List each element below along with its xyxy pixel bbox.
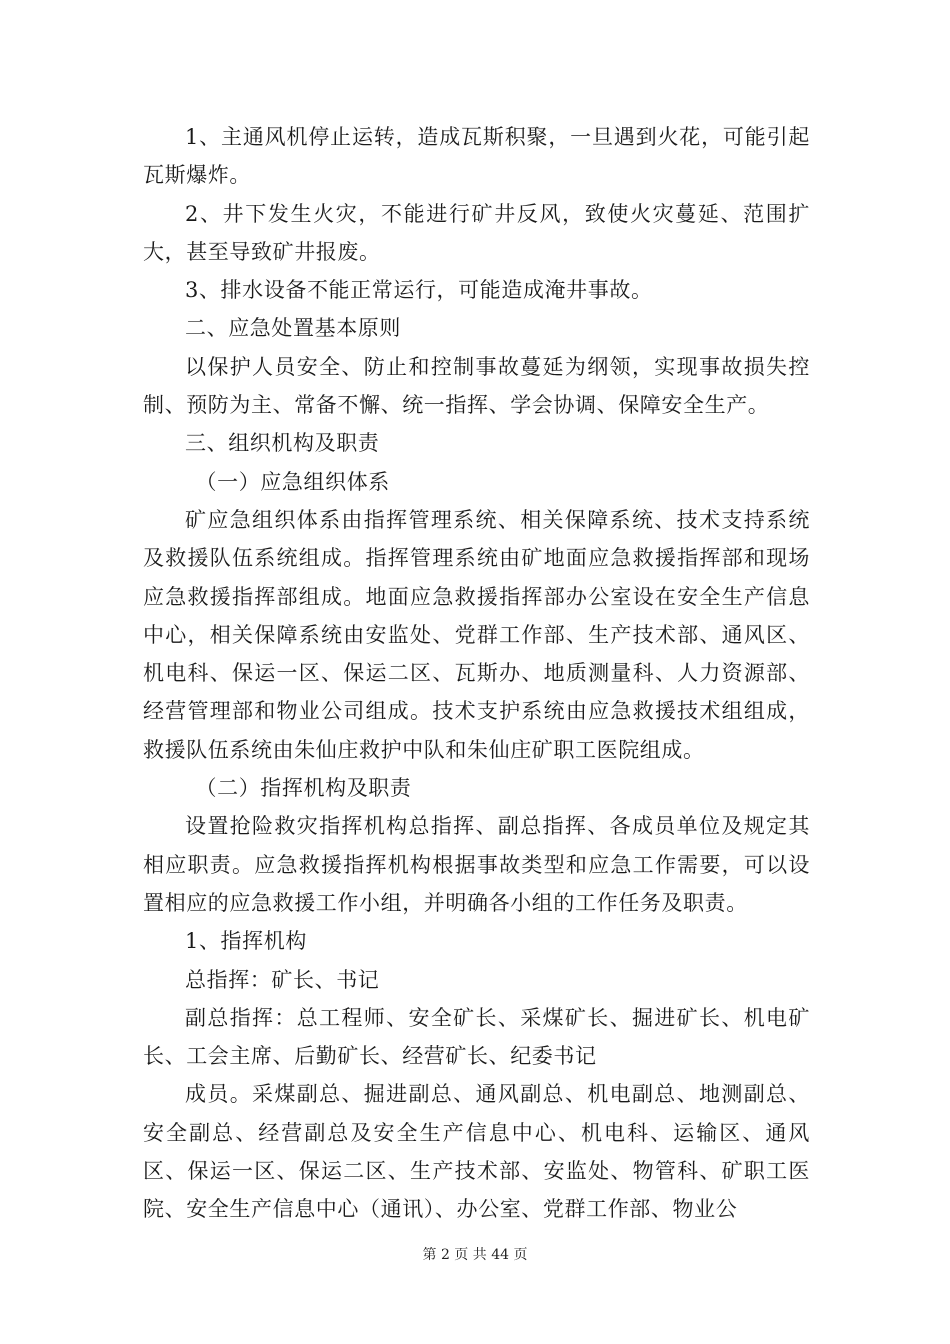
subsection-heading-command: （二）指挥机构及职责 (195, 776, 412, 801)
paragraph-system: 矿应急组织体系由指挥管理系统、相关保障系统、技术支持系统及救援队伍系统组成。指挥管理系统由矿地面应急救援指挥部和现场应急救援指挥部组成。地面应急救援指挥部办公室设在安全生产信息中心，相关保障系统由安监处、党群工作部、生产技术部、通风区、机电科、保运一区、保运二区、瓦斯办、地质测量科、人力资源部、经营管理部和物业公司组成。技术支护系统由应急救援技术组组成，救援队伍系统由朱仙庄救护中队和朱仙庄矿职工医院组成。 (143, 507, 810, 762)
paragraph-members: 成员。采煤副总、掘进副总、通风副总、机电副总、地测副总、安全副总、经营副总及安全生产信息中心、机电科、运输区、通风区、保运一区、保运二区、生产技术部、安监处、物管科、矿职工医院、安全生产信息中心（通讯）、办公室、党群工作部、物业公 (143, 1082, 810, 1222)
page-number-footer: 第 2 页 共 44 页 (422, 1247, 528, 1263)
paragraph-command: 设置抢险救灾指挥机构总指挥、副总指挥、各成员单位及规定其相应职责。应急救援指挥机构根据事故类型和应急工作需要，可以设置相应的应急救援工作小组，并明确各小组的工作任务及职责。 (143, 814, 810, 915)
paragraph-chief-commander: 总指挥：矿长、书记 (185, 967, 380, 992)
paragraph-item-3: 3、排水设备不能正常运行，可能造成淹井事故。 (185, 278, 653, 303)
heading-command-structure: 1、指挥机构 (185, 929, 307, 954)
subsection-heading-system: （一）应急组织体系 (195, 469, 390, 494)
section-heading-organization: 三、组织机构及职责 (185, 431, 380, 456)
paragraph-deputy-commander: 副总指挥：总工程师、安全矿长、采煤矿长、掘进矿长、机电矿长、工会主席、后勤矿长、经营矿长、纪委书记 (143, 1005, 810, 1069)
paragraph-principles: 以保护人员安全、防止和控制事故蔓延为纲领，实现事故损失控制、预防为主、常备不懈、统一指挥、学会协调、保障安全生产。 (143, 354, 810, 418)
section-heading-principles: 二、应急处置基本原则 (185, 316, 401, 341)
paragraph-item-1: 1、主通风机停止运转，造成瓦斯积聚，一旦遇到火花，可能引起瓦斯爆炸。 (143, 125, 810, 188)
document-body (143, 118, 810, 1229)
paragraph-item-2: 2、井下发生火灾，不能进行矿井反风，致使火灾蔓延、范围扩大，甚至导致矿井报废。 (143, 201, 810, 264)
